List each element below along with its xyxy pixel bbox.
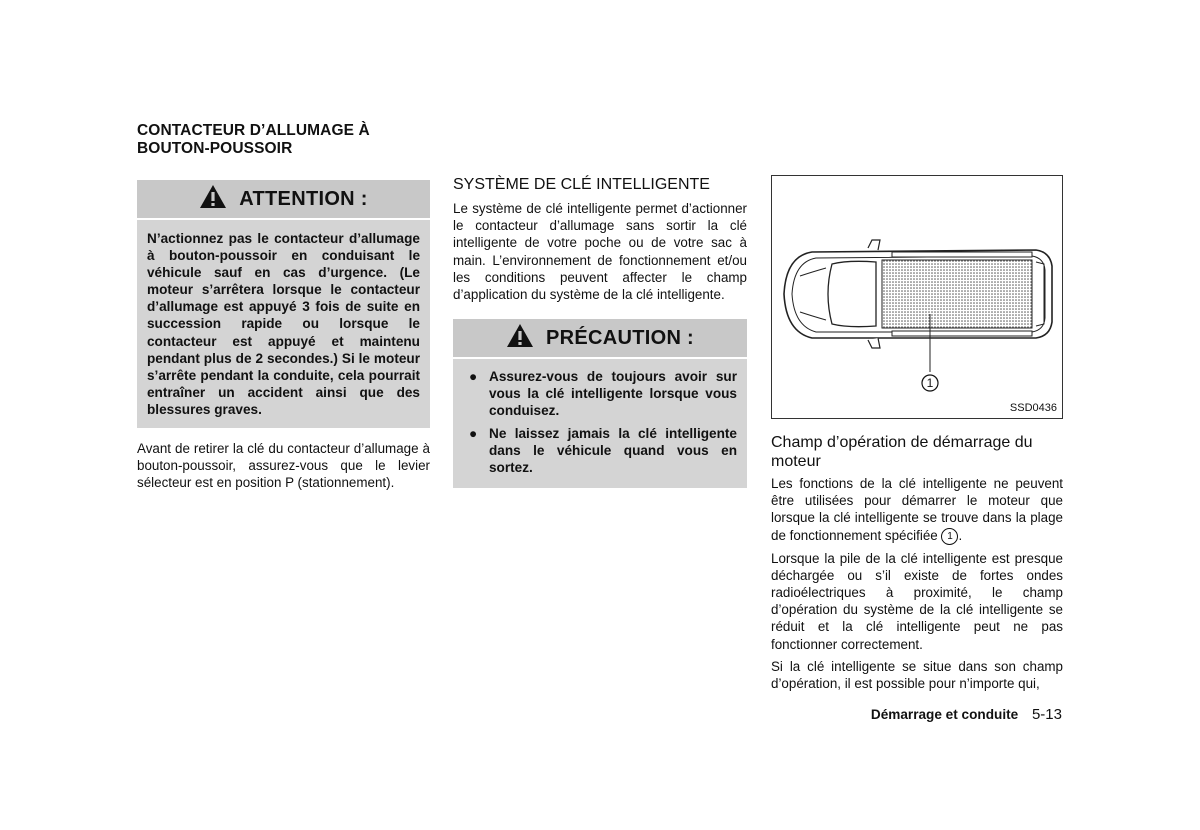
bullet: ● bbox=[469, 425, 478, 441]
precaution-label: PRÉCAUTION : bbox=[545, 326, 695, 349]
footer-section-name: Démarrage et conduite bbox=[870, 707, 1019, 722]
vehicle-diagram-figure bbox=[771, 175, 1063, 419]
section-title bbox=[137, 122, 430, 158]
smart-key-heading: SYSTÈME DE CLÉ INTELLIGENTE bbox=[453, 176, 710, 193]
range-paragraph-1-text: Les fonctions de la clé intelligente ne peuvent être utilisées pour démarrer le moteur que lorsque la clé intelligente se trouve dans la plage de fonctionnement spécifiée bbox=[771, 476, 1063, 543]
range-paragraph-3: Si la clé intelligente se situe dans son champ d’opération, il est possible pour n’importe qui, bbox=[771, 658, 1063, 692]
warning-triangle-icon bbox=[506, 323, 534, 353]
precaution-body bbox=[453, 359, 747, 488]
attention-label: ATTENTION : bbox=[239, 187, 368, 210]
figure-code: SSD0436 bbox=[1009, 402, 1057, 414]
section-title-line1: CONTACTEUR D’ALLUMAGE À bbox=[137, 122, 370, 139]
page-footer bbox=[871, 706, 1062, 723]
range-marker: 1 bbox=[941, 528, 958, 545]
paragraph-before-removal: Avant de retirer la clé du contacteur d’allumage à bouton-poussoir, assurez-vous que le levier sélecteur est en position P (stationnement). bbox=[137, 441, 430, 491]
column-left bbox=[137, 122, 430, 492]
warning-triangle-icon bbox=[199, 184, 227, 214]
precaution-item-text: Assurez-vous de toujours avoir sur vous la clé intelligente lorsque vous conduisez. bbox=[489, 369, 737, 419]
list-item bbox=[463, 368, 737, 419]
list-item bbox=[463, 425, 737, 476]
precaution-list bbox=[463, 368, 737, 476]
figure-marker-number: 1 bbox=[926, 376, 934, 390]
bullet: ● bbox=[469, 369, 478, 385]
vehicle-top-view-illustration bbox=[772, 176, 1062, 418]
figure-marker bbox=[922, 375, 938, 391]
precaution-box bbox=[453, 319, 747, 488]
precaution-item-text: Ne laissez jamais la clé intelligente dans le véhicule quand vous en sortez. bbox=[489, 425, 737, 475]
column-right bbox=[771, 175, 1063, 692]
section-title-line2: BOUTON-POUSSOIR bbox=[137, 140, 293, 157]
attention-text: N’actionnez pas le contacteur d’allumage à bouton-poussoir en conduisant le véhicule sauf en cas d’urgence. (Le moteur s’arrêtera lorsque le contacteur d’allumage est appuyé 3 fois de suite en succession rapide ou lorsque le contacteur est appuyé et maintenu pendant plus de 2 secondes.) Si le moteur s’arrête pendant la conduite, cela pourrait entraîner un accident ainsi que des blessures graves. bbox=[147, 231, 420, 417]
precaution-header bbox=[453, 319, 747, 359]
range-paragraph-2: Lorsque la pile de la clé intelligente est presque déchargée ou s’il existe de fortes ondes radioélectriques à proximité, le champ d’opération du système de la clé intelligente se réduit et la clé intelligente peut ne pas fonctionner correctement. bbox=[771, 550, 1063, 652]
range-paragraph-1 bbox=[771, 475, 1063, 545]
smart-key-paragraph: Le système de clé intelligente permet d’actionner le contacteur d’allumage sans sortir la clé intelligente de votre poche ou de votre sac à main. L’environnement de fonctionnement et/ou les conditions peuvent affecter le champ d’application du système de la clé intelligente. bbox=[453, 201, 747, 303]
range-paragraph-1-end: . bbox=[958, 527, 963, 543]
attention-header bbox=[137, 180, 430, 220]
attention-box bbox=[137, 180, 430, 428]
page-number: 5-13 bbox=[1031, 706, 1062, 723]
column-middle bbox=[453, 175, 747, 488]
engine-start-range-heading: Champ d’opération de démarrage du moteur bbox=[771, 434, 1033, 470]
